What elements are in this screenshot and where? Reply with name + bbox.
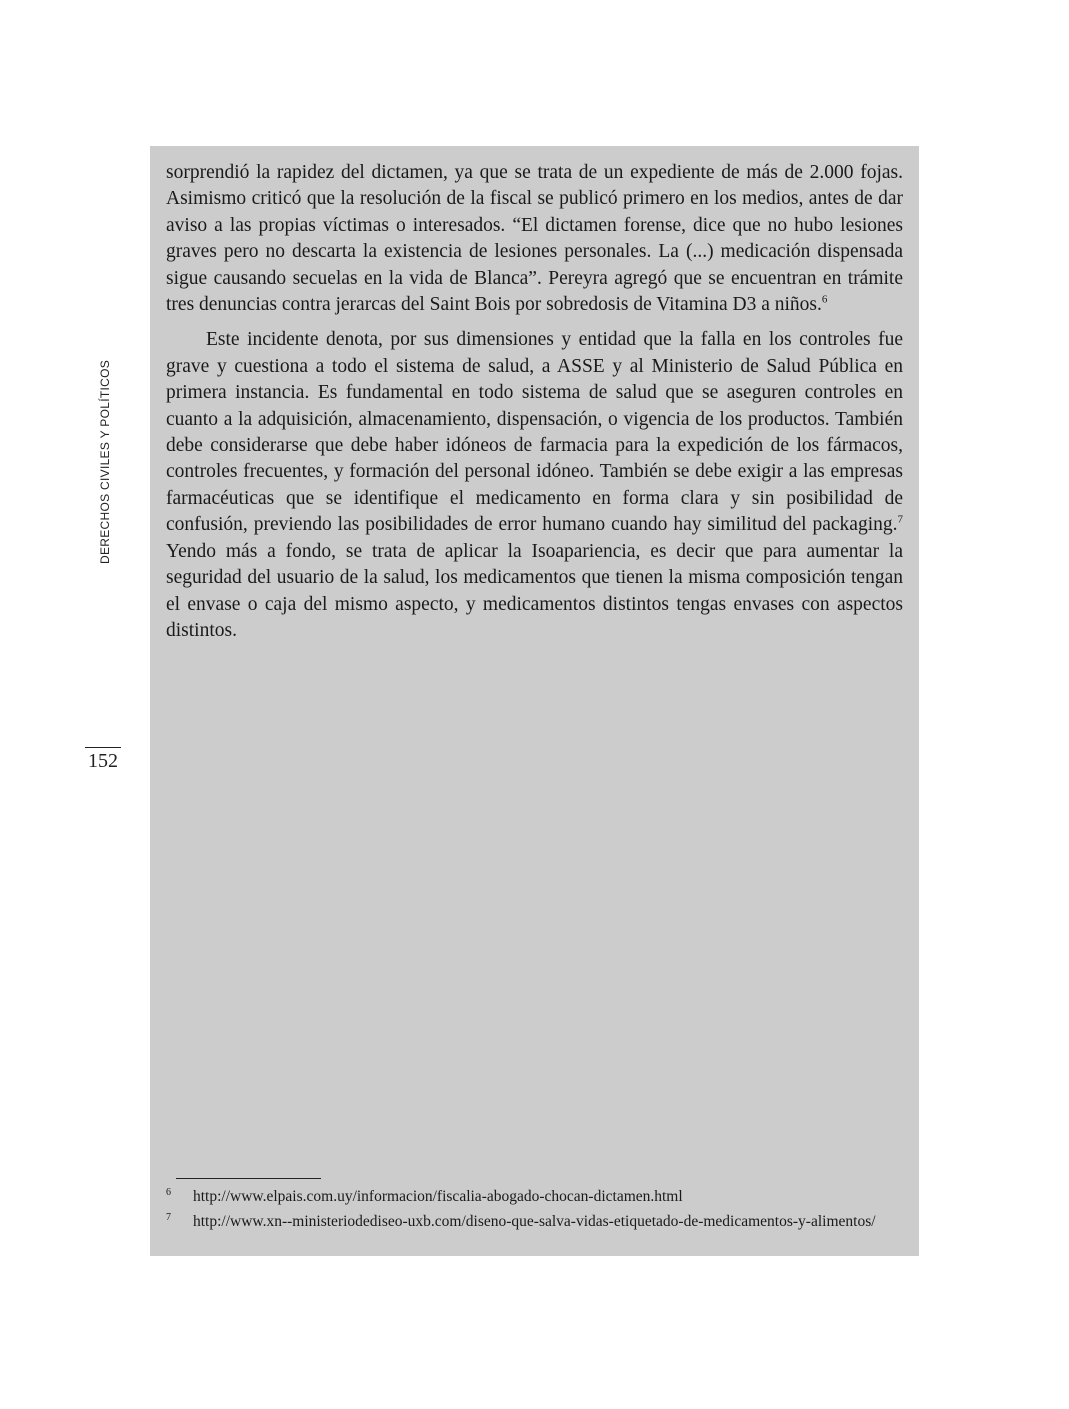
- footnote-ref-6: 6: [821, 293, 828, 306]
- paragraph-2-text-a: Este incidente denota, por sus dimensiones y entidad que la falla en los controles fue grave y cuestiona a todo el sistema de salud, a ASSE y al Ministerio de Salud Pública en primera instancia. Es fundamental en todo sistema de salud que se aseguren controles en cuanto a la adquisición, almacenamiento, dispensación, o vigencia de los productos. También debe considerarse que debe haber idóneos de farmacia para la expedición de los fármacos, controles frecuentes, y formación del personal idóneo. También se debe exigir a las empresas farmacéuticas que se identifique el medicamento en forma clara y sin posibilidad de confusión, previendo las posibilidades de error humano cuando hay similitud del packaging.: [166, 329, 903, 536]
- content-box: [150, 146, 919, 1256]
- footnote-link[interactable]: http://www.xn--ministeriodediseo-uxb.com/diseno-que-salva-vidas-etiquetado-de-medicamentos-y-alimentos/: [193, 1212, 876, 1230]
- page-number: 152: [88, 750, 118, 772]
- running-head: DERECHOS CIVILES Y POLÍTICOS: [98, 359, 112, 565]
- footnote-number: 7: [166, 1211, 171, 1223]
- footnote-7: [166, 1208, 903, 1233]
- body-text: [166, 160, 903, 644]
- page-number-rule: [85, 747, 121, 748]
- paragraph-1-text: sorprendió la rapidez del dictamen, ya que se trata de un expediente de más de 2.000 fojas. Asimismo criticó que la resolución de la fiscal se publicó primero en los medios, antes de dar aviso a las propias víctimas o interesados. “El dictamen forense, dice que no hubo lesiones graves pero no descarta la existencia de lesiones personales. La (...) medicación dispensada sigue causando secuelas en la vida de Blanca”. Pereyra agregó que se encuentran en trámite tres denuncias contra jerarcas del Saint Bois por sobredosis de Vitamina D3 a niños.: [166, 162, 903, 316]
- footnote-rule: [176, 1178, 321, 1179]
- footnote-number: 6: [166, 1187, 171, 1198]
- footnote-link[interactable]: http://www.elpais.com.uy/informacion/fiscalia-abogado-chocan-dictamen.html: [193, 1188, 683, 1205]
- footnote-6: [166, 1183, 903, 1208]
- paragraph-2-text-b: Yendo más a fondo, se trata de aplicar la Isoapariencia, es decir que para aumentar la seguridad del usuario de la salud, los medicamentos que tienen la misma composición tengan el envase o caja del mismo aspecto, y medicamentos distintos tengas envases con aspectos distintos.: [166, 540, 903, 641]
- paragraph-2: [166, 327, 903, 644]
- footnotes: [166, 1178, 903, 1232]
- footnote-ref-7: 7: [897, 513, 903, 526]
- paragraph-1: [166, 160, 903, 318]
